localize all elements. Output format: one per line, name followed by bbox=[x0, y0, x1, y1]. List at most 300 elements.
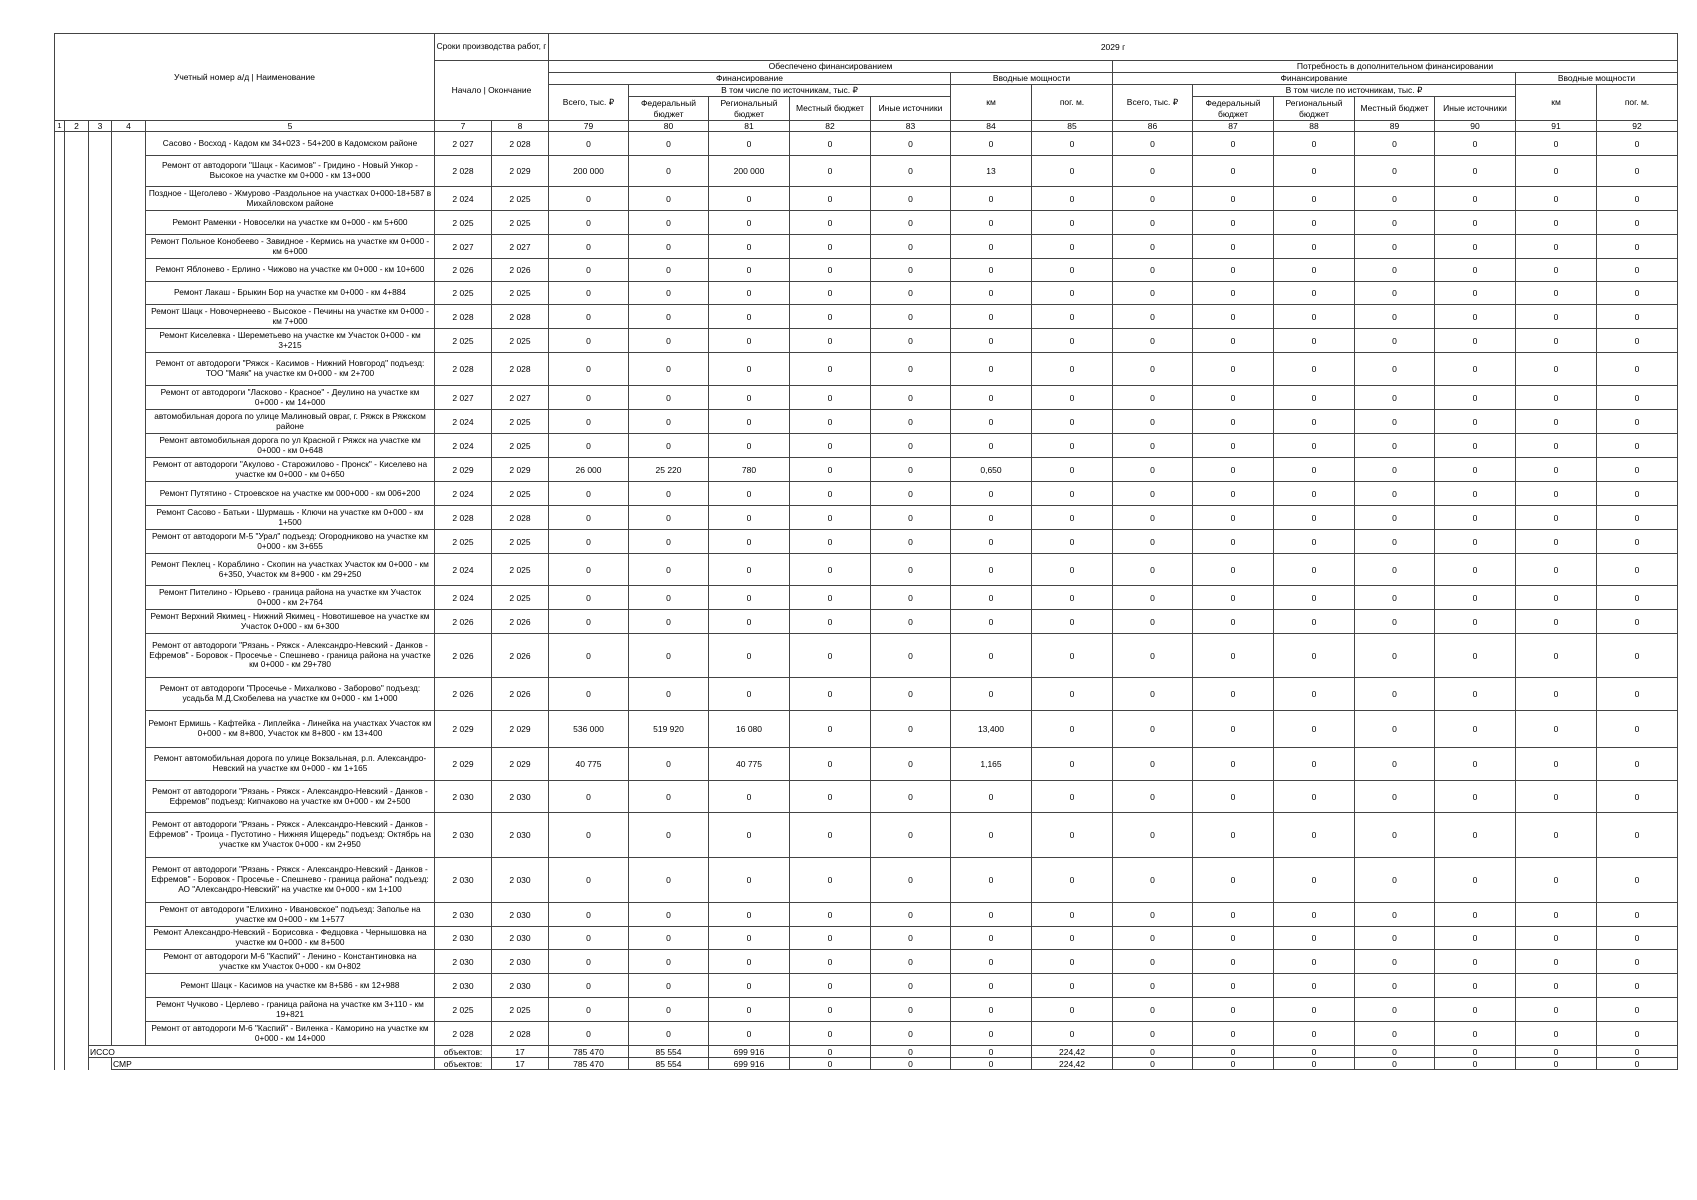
empty-cell bbox=[89, 482, 112, 506]
empty-cell bbox=[65, 187, 89, 211]
funded-pm-cell: 0 bbox=[1032, 211, 1113, 235]
empty-cell bbox=[112, 748, 146, 781]
need-km-cell: 0 bbox=[1516, 282, 1597, 305]
start-year-cell: 2 030 bbox=[435, 813, 492, 858]
funded-other-cell: 0 bbox=[871, 211, 951, 235]
table-row bbox=[55, 927, 1678, 950]
funded-federal-cell: 0 bbox=[629, 259, 709, 282]
header-funded: Обеспечено финансированием bbox=[549, 61, 1113, 73]
empty-cell bbox=[55, 1022, 65, 1046]
table-row bbox=[55, 156, 1678, 187]
funded-total-cell: 0 bbox=[549, 187, 629, 211]
need-total-cell: 0 bbox=[1113, 858, 1193, 903]
funded-km-cell: 0 bbox=[951, 434, 1032, 458]
funded-federal-cell: 0 bbox=[629, 781, 709, 813]
funded-federal-cell: 0 bbox=[629, 235, 709, 259]
header-km-funded: км bbox=[951, 85, 1032, 121]
funded-pm-cell: 0 bbox=[1032, 386, 1113, 410]
empty-cell bbox=[89, 634, 112, 678]
empty-cell bbox=[112, 781, 146, 813]
funded-km-cell: 0,650 bbox=[951, 458, 1032, 482]
funded-local-cell: 0 bbox=[790, 610, 871, 634]
need-pm-cell: 0 bbox=[1597, 386, 1678, 410]
empty-cell bbox=[55, 950, 65, 974]
need-local-cell: 0 bbox=[1355, 305, 1435, 329]
need-other-cell: 0 bbox=[1435, 903, 1516, 927]
need-local-cell: 0 bbox=[1355, 554, 1435, 586]
header-period: Сроки производства работ, г bbox=[435, 34, 549, 61]
empty-cell bbox=[112, 386, 146, 410]
summary-need-federal-cell: 0 bbox=[1193, 1046, 1274, 1058]
end-year-cell: 2 028 bbox=[492, 132, 549, 156]
funded-federal-cell: 0 bbox=[629, 998, 709, 1022]
objects-label: объектов: bbox=[435, 1058, 492, 1070]
need-pm-cell: 0 bbox=[1597, 950, 1678, 974]
table-row bbox=[55, 329, 1678, 353]
empty-cell bbox=[89, 282, 112, 305]
empty-cell bbox=[89, 410, 112, 434]
empty-cell bbox=[89, 974, 112, 998]
funded-other-cell: 0 bbox=[871, 434, 951, 458]
need-other-cell: 0 bbox=[1435, 711, 1516, 748]
need-other-cell: 0 bbox=[1435, 458, 1516, 482]
funded-other-cell: 0 bbox=[871, 927, 951, 950]
funded-other-cell: 0 bbox=[871, 482, 951, 506]
funded-km-cell: 0 bbox=[951, 482, 1032, 506]
end-year-cell: 2 026 bbox=[492, 259, 549, 282]
funded-km-cell: 0 bbox=[951, 554, 1032, 586]
need-km-cell: 0 bbox=[1516, 482, 1597, 506]
need-regional-cell: 0 bbox=[1274, 282, 1355, 305]
empty-cell bbox=[112, 329, 146, 353]
funded-local-cell: 0 bbox=[790, 410, 871, 434]
end-year-cell: 2 030 bbox=[492, 950, 549, 974]
funded-regional-cell: 0 bbox=[709, 235, 790, 259]
need-total-cell: 0 bbox=[1113, 282, 1193, 305]
need-km-cell: 0 bbox=[1516, 187, 1597, 211]
need-other-cell: 0 bbox=[1435, 813, 1516, 858]
funded-regional-cell: 0 bbox=[709, 259, 790, 282]
table-row bbox=[55, 530, 1678, 554]
need-other-cell: 0 bbox=[1435, 329, 1516, 353]
table-row bbox=[55, 482, 1678, 506]
funded-km-cell: 0 bbox=[951, 950, 1032, 974]
empty-cell bbox=[65, 1058, 89, 1070]
header-federal-funded: Федеральный бюджет bbox=[629, 97, 709, 121]
need-local-cell: 0 bbox=[1355, 329, 1435, 353]
start-year-cell: 2 024 bbox=[435, 187, 492, 211]
funded-federal-cell: 0 bbox=[629, 903, 709, 927]
start-year-cell: 2 030 bbox=[435, 903, 492, 927]
empty-cell bbox=[65, 156, 89, 187]
need-total-cell: 0 bbox=[1113, 748, 1193, 781]
column-number: 7 bbox=[435, 121, 492, 132]
funded-federal-cell: 519 920 bbox=[629, 711, 709, 748]
empty-cell bbox=[112, 858, 146, 903]
end-year-cell: 2 030 bbox=[492, 927, 549, 950]
need-regional-cell: 0 bbox=[1274, 586, 1355, 610]
funded-km-cell: 0 bbox=[951, 187, 1032, 211]
empty-cell bbox=[89, 211, 112, 235]
summary-need-total-cell: 0 bbox=[1113, 1058, 1193, 1070]
need-local-cell: 0 bbox=[1355, 634, 1435, 678]
funded-pm-cell: 0 bbox=[1032, 903, 1113, 927]
need-pm-cell: 0 bbox=[1597, 634, 1678, 678]
column-number: 82 bbox=[790, 121, 871, 132]
empty-cell bbox=[65, 1022, 89, 1046]
funded-regional-cell: 0 bbox=[709, 434, 790, 458]
funded-pm-cell: 0 bbox=[1032, 282, 1113, 305]
need-total-cell: 0 bbox=[1113, 903, 1193, 927]
empty-cell bbox=[55, 610, 65, 634]
empty-cell bbox=[89, 678, 112, 711]
need-local-cell: 0 bbox=[1355, 458, 1435, 482]
funded-federal-cell: 0 bbox=[629, 410, 709, 434]
need-other-cell: 0 bbox=[1435, 259, 1516, 282]
empty-cell bbox=[89, 1058, 112, 1070]
funded-total-cell: 0 bbox=[549, 950, 629, 974]
funded-federal-cell: 0 bbox=[629, 386, 709, 410]
column-number: 2 bbox=[65, 121, 89, 132]
need-km-cell: 0 bbox=[1516, 259, 1597, 282]
need-other-cell: 0 bbox=[1435, 610, 1516, 634]
road-name-cell: Ремонт от автодороги "Шацк - Касимов" - Гридино - Новый Ункор - Высокое на участке км 0+000 - км 13+000 bbox=[146, 156, 435, 187]
road-name-cell: Ремонт от автодороги "Ласково - Красное" - Деулино на участке км 0+000 - км 14+000 bbox=[146, 386, 435, 410]
empty-cell bbox=[55, 506, 65, 530]
need-local-cell: 0 bbox=[1355, 530, 1435, 554]
need-pm-cell: 0 bbox=[1597, 927, 1678, 950]
empty-cell bbox=[55, 187, 65, 211]
need-federal-cell: 0 bbox=[1193, 329, 1274, 353]
funded-regional-cell: 0 bbox=[709, 353, 790, 386]
funded-total-cell: 0 bbox=[549, 386, 629, 410]
end-year-cell: 2 029 bbox=[492, 748, 549, 781]
need-km-cell: 0 bbox=[1516, 305, 1597, 329]
funded-total-cell: 0 bbox=[549, 305, 629, 329]
objects-count: 17 bbox=[492, 1046, 549, 1058]
need-regional-cell: 0 bbox=[1274, 530, 1355, 554]
funded-regional-cell: 0 bbox=[709, 998, 790, 1022]
empty-cell bbox=[55, 282, 65, 305]
start-year-cell: 2 025 bbox=[435, 329, 492, 353]
need-pm-cell: 0 bbox=[1597, 586, 1678, 610]
road-name-cell: Ремонт от автодороги М-6 "Каспий" - Виленка - Каморино на участке км 0+000 - км 14+000 bbox=[146, 1022, 435, 1046]
funded-local-cell: 0 bbox=[790, 903, 871, 927]
empty-cell bbox=[112, 235, 146, 259]
need-pm-cell: 0 bbox=[1597, 974, 1678, 998]
need-km-cell: 0 bbox=[1516, 554, 1597, 586]
need-federal-cell: 0 bbox=[1193, 259, 1274, 282]
empty-cell bbox=[89, 329, 112, 353]
need-federal-cell: 0 bbox=[1193, 386, 1274, 410]
table-row bbox=[55, 748, 1678, 781]
need-km-cell: 0 bbox=[1516, 211, 1597, 235]
need-regional-cell: 0 bbox=[1274, 1022, 1355, 1046]
need-km-cell: 0 bbox=[1516, 458, 1597, 482]
end-year-cell: 2 025 bbox=[492, 998, 549, 1022]
funded-other-cell: 0 bbox=[871, 998, 951, 1022]
funded-other-cell: 0 bbox=[871, 554, 951, 586]
funded-km-cell: 0 bbox=[951, 530, 1032, 554]
table-row bbox=[55, 386, 1678, 410]
need-local-cell: 0 bbox=[1355, 711, 1435, 748]
need-federal-cell: 0 bbox=[1193, 903, 1274, 927]
road-name-cell: Ремонт Верхний Якимец - Нижний Якимец - Новотишевое на участке км Участок 0+000 - км 6+300 bbox=[146, 610, 435, 634]
empty-cell bbox=[65, 678, 89, 711]
need-federal-cell: 0 bbox=[1193, 187, 1274, 211]
column-number: 4 bbox=[112, 121, 146, 132]
funded-regional-cell: 0 bbox=[709, 903, 790, 927]
start-year-cell: 2 025 bbox=[435, 211, 492, 235]
funded-other-cell: 0 bbox=[871, 634, 951, 678]
need-federal-cell: 0 bbox=[1193, 813, 1274, 858]
summary-funded-local-cell: 0 bbox=[790, 1046, 871, 1058]
summary-funded-total-cell: 785 470 bbox=[549, 1046, 629, 1058]
funded-local-cell: 0 bbox=[790, 235, 871, 259]
table-row bbox=[55, 678, 1678, 711]
empty-cell bbox=[112, 950, 146, 974]
need-local-cell: 0 bbox=[1355, 903, 1435, 927]
need-pm-cell: 0 bbox=[1597, 211, 1678, 235]
funded-federal-cell: 0 bbox=[629, 748, 709, 781]
need-federal-cell: 0 bbox=[1193, 235, 1274, 259]
funded-total-cell: 0 bbox=[549, 610, 629, 634]
funded-local-cell: 0 bbox=[790, 156, 871, 187]
objects-label: объектов: bbox=[435, 1046, 492, 1058]
need-regional-cell: 0 bbox=[1274, 329, 1355, 353]
funded-regional-cell: 0 bbox=[709, 858, 790, 903]
need-pm-cell: 0 bbox=[1597, 711, 1678, 748]
header-by-source-need: В том числе по источникам, тыс. ₽ bbox=[1193, 85, 1516, 97]
need-other-cell: 0 bbox=[1435, 554, 1516, 586]
funded-km-cell: 0 bbox=[951, 329, 1032, 353]
funded-local-cell: 0 bbox=[790, 434, 871, 458]
funded-pm-cell: 0 bbox=[1032, 235, 1113, 259]
funded-local-cell: 0 bbox=[790, 1022, 871, 1046]
need-pm-cell: 0 bbox=[1597, 259, 1678, 282]
table-row bbox=[55, 132, 1678, 156]
start-year-cell: 2 027 bbox=[435, 386, 492, 410]
empty-cell bbox=[112, 410, 146, 434]
need-pm-cell: 0 bbox=[1597, 678, 1678, 711]
need-local-cell: 0 bbox=[1355, 858, 1435, 903]
empty-cell bbox=[89, 1022, 112, 1046]
empty-cell bbox=[89, 386, 112, 410]
empty-cell bbox=[55, 748, 65, 781]
need-km-cell: 0 bbox=[1516, 678, 1597, 711]
need-regional-cell: 0 bbox=[1274, 506, 1355, 530]
funded-pm-cell: 0 bbox=[1032, 781, 1113, 813]
end-year-cell: 2 028 bbox=[492, 353, 549, 386]
need-total-cell: 0 bbox=[1113, 950, 1193, 974]
road-name-cell: Ремонт Шацк - Касимов на участке км 8+586 - км 12+988 bbox=[146, 974, 435, 998]
funded-km-cell: 0 bbox=[951, 259, 1032, 282]
need-pm-cell: 0 bbox=[1597, 1022, 1678, 1046]
header-local-need: Местный бюджет bbox=[1355, 97, 1435, 121]
funded-other-cell: 0 bbox=[871, 1022, 951, 1046]
need-federal-cell: 0 bbox=[1193, 950, 1274, 974]
funded-km-cell: 0 bbox=[951, 858, 1032, 903]
need-federal-cell: 0 bbox=[1193, 634, 1274, 678]
summary-need-other-cell: 0 bbox=[1435, 1046, 1516, 1058]
start-year-cell: 2 029 bbox=[435, 458, 492, 482]
empty-cell bbox=[112, 610, 146, 634]
empty-cell bbox=[65, 586, 89, 610]
need-total-cell: 0 bbox=[1113, 586, 1193, 610]
need-other-cell: 0 bbox=[1435, 187, 1516, 211]
empty-cell bbox=[65, 554, 89, 586]
need-other-cell: 0 bbox=[1435, 506, 1516, 530]
funded-local-cell: 0 bbox=[790, 813, 871, 858]
need-federal-cell: 0 bbox=[1193, 530, 1274, 554]
need-km-cell: 0 bbox=[1516, 353, 1597, 386]
start-year-cell: 2 025 bbox=[435, 282, 492, 305]
empty-cell bbox=[55, 132, 65, 156]
funded-other-cell: 0 bbox=[871, 858, 951, 903]
empty-cell bbox=[89, 353, 112, 386]
road-name-cell: Ремонт от автодороги "Рязань - Ряжск - Александро-Невский - Данков - Ефремов" подъезд: Кипчаково на участке км 0+000 - км 2+500 bbox=[146, 781, 435, 813]
road-name-cell: Ремонт от автодороги "Рязань - Ряжск - Александро-Невский - Данков - Ефремов" - Троица - Пустотино - Нижняя Ищередь" подъезд: Октябрь на участке км Участок 0+000 - км 2+950 bbox=[146, 813, 435, 858]
funded-regional-cell: 0 bbox=[709, 950, 790, 974]
funded-total-cell: 0 bbox=[549, 482, 629, 506]
need-total-cell: 0 bbox=[1113, 1022, 1193, 1046]
summary-funded-federal-cell: 85 554 bbox=[629, 1046, 709, 1058]
funded-federal-cell: 0 bbox=[629, 482, 709, 506]
funded-pm-cell: 0 bbox=[1032, 711, 1113, 748]
summary-funded-pm-cell: 224,42 bbox=[1032, 1046, 1113, 1058]
end-year-cell: 2 027 bbox=[492, 386, 549, 410]
funded-regional-cell: 0 bbox=[709, 634, 790, 678]
header-funded-financing: Финансирование bbox=[549, 73, 951, 85]
need-total-cell: 0 bbox=[1113, 781, 1193, 813]
road-name-cell: Ремонт от автодороги М-5 "Урал" подъезд: Огородниково на участке км 0+000 - км 3+655 bbox=[146, 530, 435, 554]
funded-federal-cell: 0 bbox=[629, 927, 709, 950]
funded-total-cell: 26 000 bbox=[549, 458, 629, 482]
start-year-cell: 2 026 bbox=[435, 610, 492, 634]
funded-km-cell: 0 bbox=[951, 974, 1032, 998]
need-pm-cell: 0 bbox=[1597, 305, 1678, 329]
funded-other-cell: 0 bbox=[871, 282, 951, 305]
empty-cell bbox=[55, 434, 65, 458]
column-number: 91 bbox=[1516, 121, 1597, 132]
funded-km-cell: 0 bbox=[951, 211, 1032, 235]
need-regional-cell: 0 bbox=[1274, 187, 1355, 211]
start-year-cell: 2 026 bbox=[435, 259, 492, 282]
need-other-cell: 0 bbox=[1435, 132, 1516, 156]
header-by-source-funded: В том числе по источникам, тыс. ₽ bbox=[629, 85, 951, 97]
need-local-cell: 0 bbox=[1355, 781, 1435, 813]
funded-total-cell: 0 bbox=[549, 410, 629, 434]
need-other-cell: 0 bbox=[1435, 998, 1516, 1022]
end-year-cell: 2 028 bbox=[492, 305, 549, 329]
empty-cell bbox=[55, 305, 65, 329]
need-regional-cell: 0 bbox=[1274, 998, 1355, 1022]
table-row bbox=[55, 781, 1678, 813]
funded-km-cell: 0 bbox=[951, 586, 1032, 610]
funded-total-cell: 0 bbox=[549, 634, 629, 678]
empty-cell bbox=[55, 530, 65, 554]
funded-regional-cell: 0 bbox=[709, 132, 790, 156]
funded-km-cell: 0 bbox=[951, 927, 1032, 950]
need-total-cell: 0 bbox=[1113, 554, 1193, 586]
funded-federal-cell: 0 bbox=[629, 156, 709, 187]
funded-other-cell: 0 bbox=[871, 586, 951, 610]
need-total-cell: 0 bbox=[1113, 974, 1193, 998]
need-km-cell: 0 bbox=[1516, 610, 1597, 634]
empty-cell bbox=[55, 813, 65, 858]
need-km-cell: 0 bbox=[1516, 410, 1597, 434]
header-other-funded: Иные источники bbox=[871, 97, 951, 121]
empty-cell bbox=[112, 259, 146, 282]
funded-federal-cell: 0 bbox=[629, 950, 709, 974]
funded-regional-cell: 0 bbox=[709, 781, 790, 813]
need-federal-cell: 0 bbox=[1193, 554, 1274, 586]
need-federal-cell: 0 bbox=[1193, 1022, 1274, 1046]
funded-regional-cell: 0 bbox=[709, 586, 790, 610]
funded-other-cell: 0 bbox=[871, 813, 951, 858]
funded-pm-cell: 0 bbox=[1032, 950, 1113, 974]
empty-cell bbox=[65, 458, 89, 482]
funded-km-cell: 1,165 bbox=[951, 748, 1032, 781]
need-total-cell: 0 bbox=[1113, 329, 1193, 353]
need-pm-cell: 0 bbox=[1597, 235, 1678, 259]
funded-local-cell: 0 bbox=[790, 187, 871, 211]
need-regional-cell: 0 bbox=[1274, 610, 1355, 634]
road-name-cell: Ремонт от автодороги "Акулово - Старожилово - Пронск" - Киселево на участке км 0+000 - км 0+650 bbox=[146, 458, 435, 482]
need-local-cell: 0 bbox=[1355, 434, 1435, 458]
funded-km-cell: 0 bbox=[951, 410, 1032, 434]
funded-local-cell: 0 bbox=[790, 586, 871, 610]
road-name-cell: Ремонт от автодороги "Ряжск - Касимов - Нижний Новгород" подъезд: ТОО "Маяк" на участке км 0+000 - км 2+700 bbox=[146, 353, 435, 386]
road-name-cell: Сасово - Восход - Кадом км 34+023 - 54+200 в Кадомском районе bbox=[146, 132, 435, 156]
funded-pm-cell: 0 bbox=[1032, 329, 1113, 353]
funded-local-cell: 0 bbox=[790, 282, 871, 305]
empty-cell bbox=[112, 711, 146, 748]
funded-regional-cell: 0 bbox=[709, 678, 790, 711]
table-row bbox=[55, 282, 1678, 305]
need-local-cell: 0 bbox=[1355, 482, 1435, 506]
empty-cell bbox=[65, 259, 89, 282]
road-name-cell: Ремонт Шацк - Новочернеево - Высокое - Печины на участке км 0+000 - км 7+000 bbox=[146, 305, 435, 329]
empty-cell bbox=[65, 813, 89, 858]
empty-cell bbox=[112, 813, 146, 858]
empty-cell bbox=[112, 211, 146, 235]
empty-cell bbox=[65, 434, 89, 458]
funded-local-cell: 0 bbox=[790, 678, 871, 711]
header-year: 2029 г bbox=[549, 34, 1678, 61]
funded-other-cell: 0 bbox=[871, 903, 951, 927]
funded-other-cell: 0 bbox=[871, 235, 951, 259]
empty-cell bbox=[55, 386, 65, 410]
funded-local-cell: 0 bbox=[790, 305, 871, 329]
end-year-cell: 2 028 bbox=[492, 506, 549, 530]
need-regional-cell: 0 bbox=[1274, 678, 1355, 711]
summary-row bbox=[55, 1046, 1678, 1058]
end-year-cell: 2 028 bbox=[492, 1022, 549, 1046]
need-pm-cell: 0 bbox=[1597, 781, 1678, 813]
start-year-cell: 2 029 bbox=[435, 748, 492, 781]
empty-cell bbox=[55, 211, 65, 235]
funded-other-cell: 0 bbox=[871, 458, 951, 482]
funded-federal-cell: 0 bbox=[629, 813, 709, 858]
empty-cell bbox=[55, 353, 65, 386]
summary-funded-regional-cell: 699 916 bbox=[709, 1046, 790, 1058]
empty-cell bbox=[55, 410, 65, 434]
empty-cell bbox=[112, 1022, 146, 1046]
funded-pm-cell: 0 bbox=[1032, 530, 1113, 554]
empty-cell bbox=[55, 903, 65, 927]
funded-regional-cell: 40 775 bbox=[709, 748, 790, 781]
